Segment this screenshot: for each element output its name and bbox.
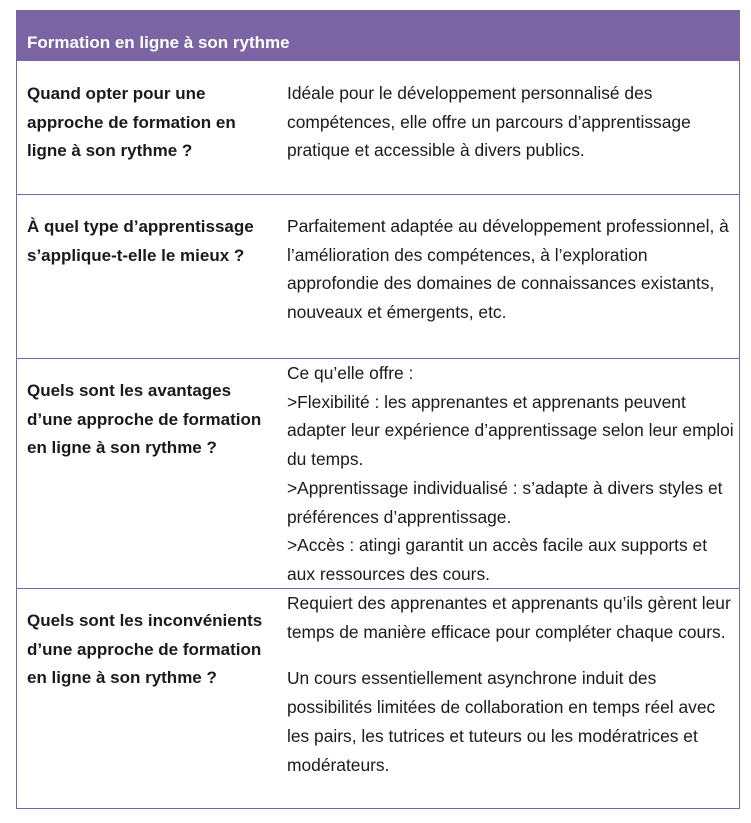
answer-line: >Accès : atingi garantit un accès facile aux supports et aux ressources des cours. xyxy=(287,535,708,584)
row-answer xyxy=(287,212,735,327)
answer-paragraph: Un cours essentiellement asynchrone induit des possibilités limitées de collaboration en temps réel avec les pairs, les tutrices et tuteurs ou les modératrices et modérateurs. xyxy=(287,668,716,775)
answer-line: Ce qu’elle offre : xyxy=(287,363,414,383)
table-title: Formation en ligne à son rythme xyxy=(27,33,290,52)
row-answer xyxy=(287,359,735,589)
row-question: À quel type d’apprentissage s’applique-t-elle le mieux ? xyxy=(27,217,254,265)
answer-paragraph: Parfaitement adaptée au développement professionnel, à l’amélioration des compétences, à l’exploration approfondie des domaines de connaissances existants, nouveaux et émergents, etc. xyxy=(287,216,729,323)
row-answer xyxy=(287,589,735,779)
answer-paragraph: Idéale pour le développement personnalisé des compétences, elle offre un parcours d’apprentissage pratique et accessible à divers publics. xyxy=(287,83,691,161)
info-table xyxy=(16,10,740,809)
table-row xyxy=(17,194,739,358)
row-answer xyxy=(287,79,735,165)
table-row xyxy=(17,358,739,588)
table-row xyxy=(17,60,739,194)
row-question: Quand opter pour une approche de formation en ligne à son rythme ? xyxy=(27,84,236,160)
answer-line: >Apprentissage individualisé : s’adapte à divers styles et préférences d’apprentissage. xyxy=(287,477,723,527)
table-row xyxy=(17,588,739,808)
row-question: Quels sont les inconvénients d’une approche de formation en ligne à son rythme ? xyxy=(27,611,263,687)
answer-line: >Flexibilité : les apprenantes et apprenants peuvent adapter leur expérience d’apprentissage selon leur emploi du temps. xyxy=(287,391,734,470)
row-question: Quels sont les avantages d’une approche de formation en ligne à son rythme ? xyxy=(27,381,262,457)
table-header xyxy=(17,11,739,60)
answer-paragraph: Requiert des apprenantes et apprenants qu’ils gèrent leur temps de manière efficace pour compléter chaque cours. xyxy=(287,593,731,642)
